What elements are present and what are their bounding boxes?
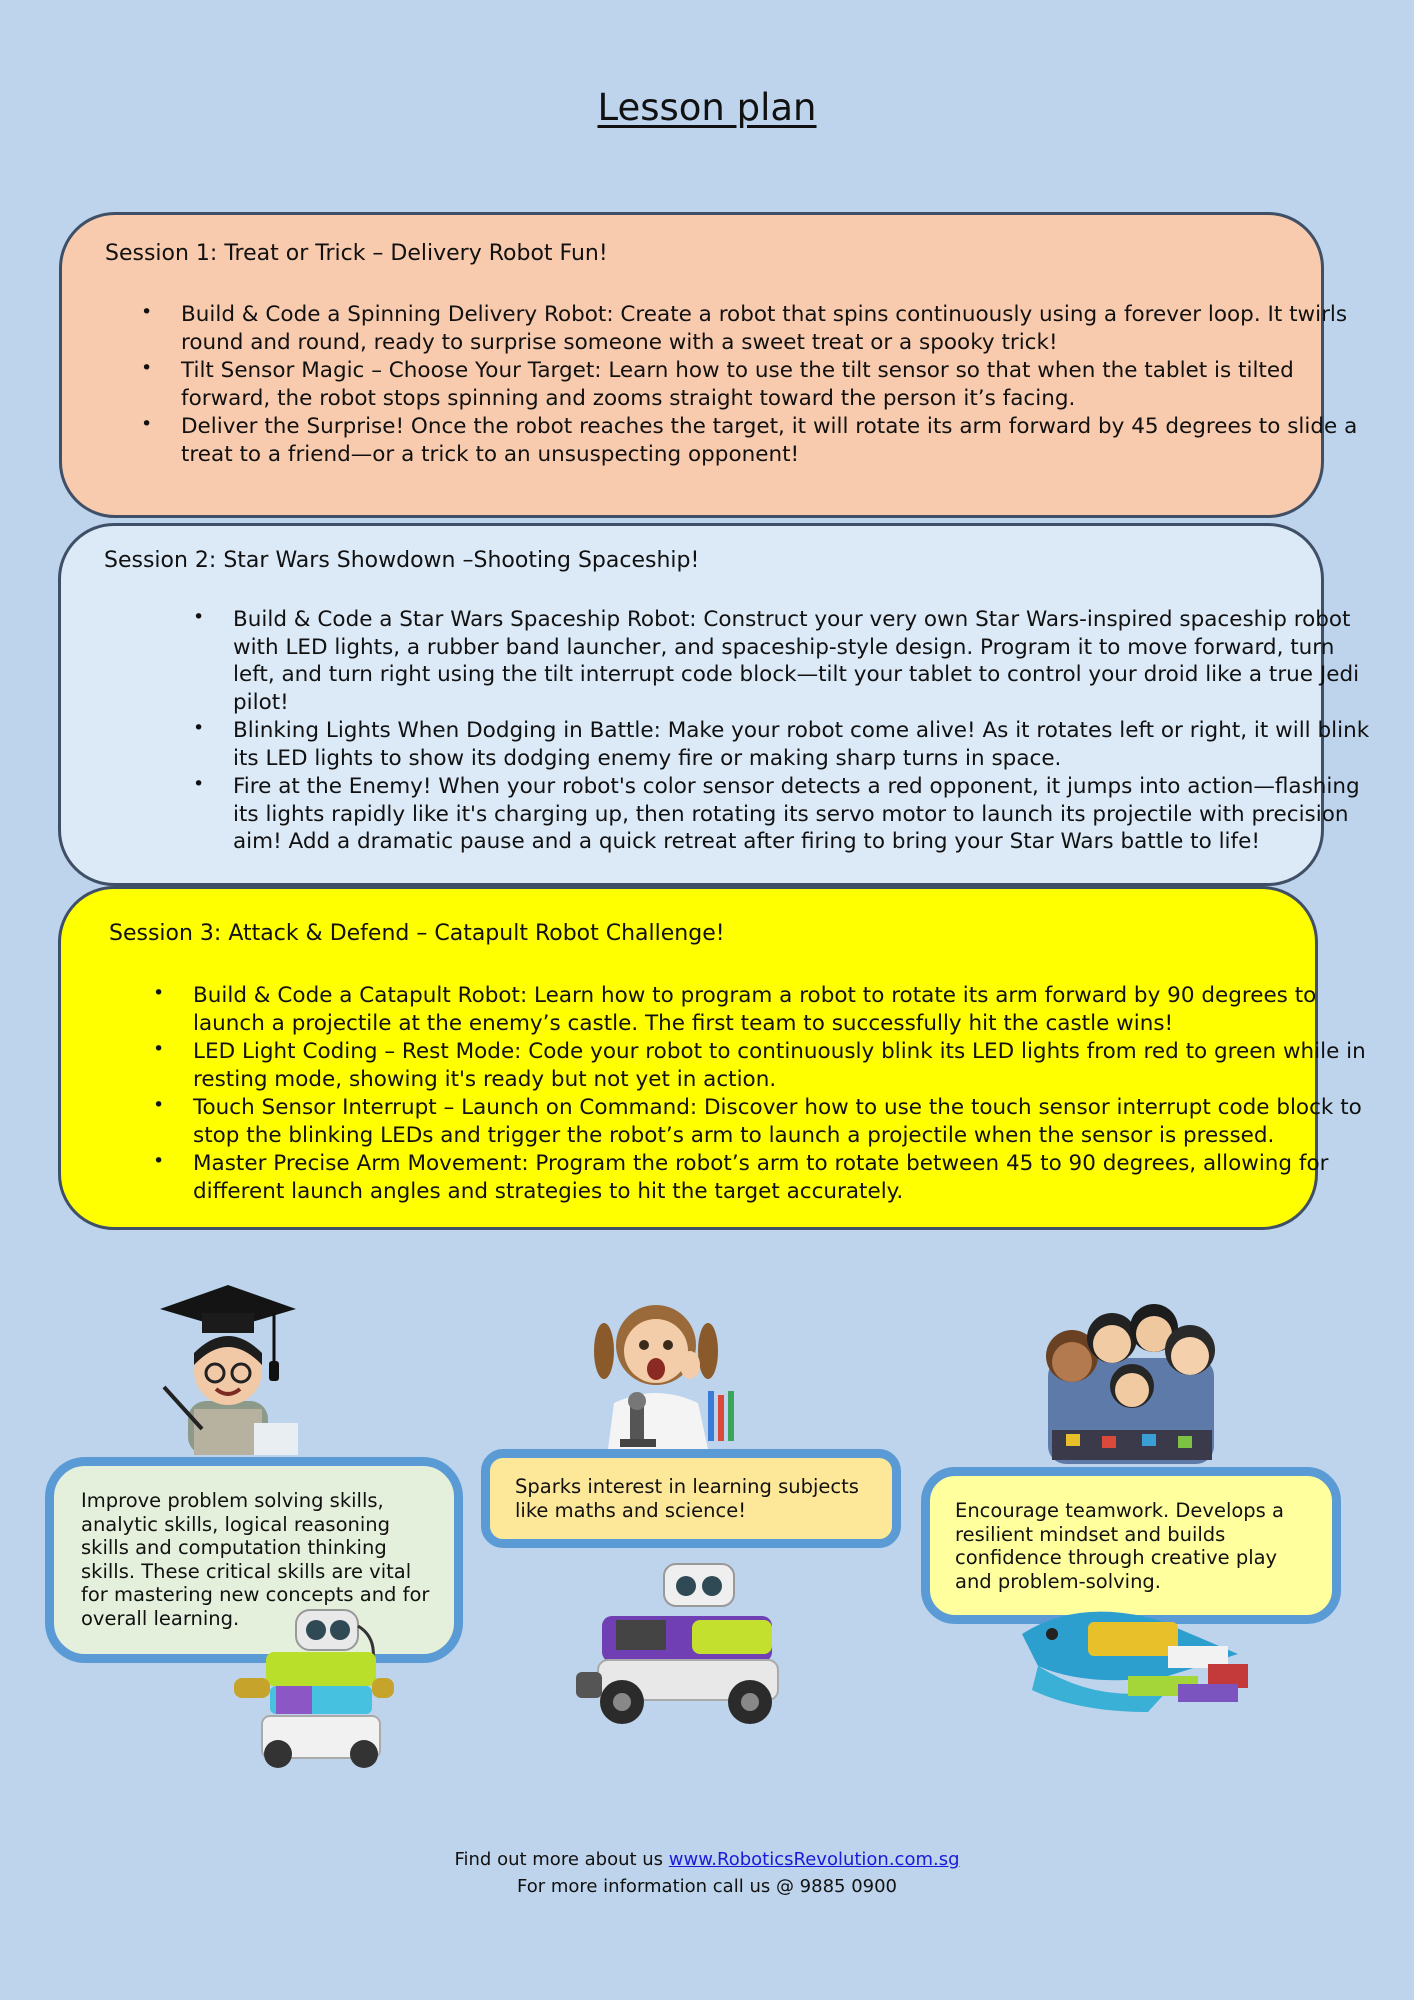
find-out-label: Find out more about us [454, 1849, 664, 1870]
benefit-text: Improve problem solving skills, analytic skills, logical reasoning skills and computation thinking skills. These critical skills are vital for mastering new concepts and for overall learning. [81, 1489, 430, 1630]
benefit-text: Sparks interest in learning subjects like maths and science! [515, 1475, 859, 1522]
list-item: • Master Precise Arm Movement: Program the robot’s arm to rotate between 45 to 90 degrees, allowing for different launch angles and strategies to hit the target accurately. [193, 1150, 1373, 1205]
page-title: Lesson plan [597, 86, 817, 129]
group-children-image [1042, 1298, 1220, 1464]
session-2-list [233, 606, 1378, 857]
list-item: • Build & Code a Star Wars Spaceship Robot: Construct your very own Star Wars-inspired spaceship robot with LED lights, a rubber band launcher, and spaceship-style design. Program it to move forward, turn left, and turn right using the tilt interrupt code block—tilt your tablet to control your droid like a true Jedi pilot! [233, 606, 1378, 716]
crocodile-robot-image [1018, 1594, 1258, 1718]
list-item: • Tilt Sensor Magic – Choose Your Target: Learn how to use the tilt sensor so that when the tablet is tilted forward, the robot stops spinning and zooms straight toward the person it’s facing. [181, 357, 1381, 412]
session-2-heading: Session 2: Star Wars Showdown –Shooting Spaceship! [104, 548, 700, 573]
session-3-panel [58, 886, 1366, 1230]
list-item: • Deliver the Surprise! Once the robot reaches the target, it will rotate its arm forward by 45 degrees to slide a treat to a friend—or a trick to an unsuspecting opponent! [181, 413, 1381, 468]
session-2-panel [58, 523, 1370, 886]
standing-robot-image [232, 1608, 397, 1770]
list-item: • Fire at the Enemy! When your robot's color sensor detects a red opponent, it jumps into action—flashing its lights rapidly like it's charging up, then rotating its servo motor to launch its projectile with precision aim! Add a dramatic pause and a quick retreat after firing to bring your Star Wars battle to life! [233, 773, 1378, 856]
session-3-list [193, 982, 1373, 1206]
list-item: • Touch Sensor Interrupt – Launch on Command: Discover how to use the touch sensor interrupt code block to stop the blinking LEDs and trigger the robot’s arm to launch a projectile when the sensor is pressed. [193, 1094, 1373, 1149]
session-1-panel [59, 212, 1358, 518]
footer-find-out [0, 1849, 1414, 1870]
list-item: • LED Light Coding – Rest Mode: Code your robot to continuously blink its LED lights from red to green while in resting mode, showing it's ready but not yet in action. [193, 1038, 1373, 1093]
science-girl-image [590, 1293, 750, 1449]
session-1-list [181, 301, 1381, 469]
footer-contact: For more information call us @ 9885 0900 [516, 1876, 898, 1897]
website-link[interactable]: www.RoboticsRevolution.com.sg [668, 1849, 960, 1870]
list-item: • Blinking Lights When Dodging in Battle: Make your robot come alive! As it rotates left or right, it will blink its LED lights to show its dodging enemy fire or making sharp turns in space. [233, 717, 1378, 772]
graduate-child-image [150, 1283, 300, 1455]
benefit-card-interest [481, 1449, 901, 1548]
session-1-heading: Session 1: Treat or Trick – Delivery Robot Fun! [105, 241, 608, 266]
list-item: • Build & Code a Catapult Robot: Learn how to program a robot to rotate its arm forward by 90 degrees to launch a projectile at the enemy’s castle. The first team to successfully hit the castle wins! [193, 982, 1373, 1037]
benefit-text: Encourage teamwork. Develops a resilient mindset and builds confidence through creative play and problem-solving. [955, 1499, 1284, 1593]
rover-robot-image [572, 1562, 788, 1732]
list-item: • Build & Code a Spinning Delivery Robot: Create a robot that spins continuously using a forever loop. It twirls round and round, ready to surprise someone with a sweet treat or a spooky trick! [181, 301, 1381, 356]
session-3-heading: Session 3: Attack & Defend – Catapult Robot Challenge! [109, 921, 725, 946]
